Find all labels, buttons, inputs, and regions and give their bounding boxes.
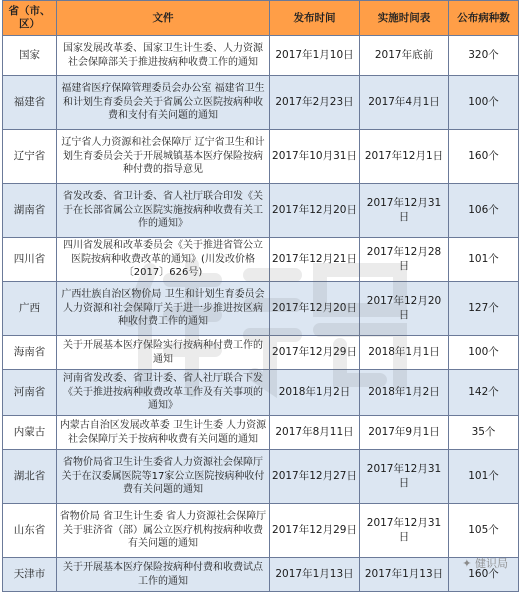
header-province: 省（市、区） [3,1,57,36]
header-disease-count: 公布病种数 [449,1,519,36]
cell-publish-date: 2017年12月29日 [270,336,360,370]
cell-publish-date: 2017年12月27日 [270,450,360,504]
cell-document: 省发改委、省卫计委、省人社厅联合印发《关于在长部省属公立医院实施按病种收费有关工作的通知》 [57,184,270,238]
cell-document: 广西壮族自治区物价局 卫生和计划生育委员会 人力资源和社会保障厅关于进一步推进按区病种收付费工作的通知 [57,282,270,336]
policy-table [2,0,519,592]
cell-implementation: 2017年12月20日 [360,282,449,336]
watermark-text: 健识局 [475,557,508,570]
cell-implementation: 2017年12月28日 [360,238,449,282]
cell-implementation: 2017年12月31日 [360,504,449,558]
cell-publish-date: 2017年12月20日 [270,184,360,238]
cell-document: 辽宁省人力资源和社会保障厅 辽宁省卫生和计划生育委员会关于开展城镇基本医疗保险按病种付费的指导意见 [57,130,270,184]
cell-disease-count: 106个 [449,184,519,238]
cell-implementation: 2018年1月1日 [360,336,449,370]
watermark-label [462,555,508,571]
cell-document: 关于开展基本医疗保险按病种付费和收费试点工作的通知 [57,558,270,592]
cell-publish-date: 2017年12月29日 [270,504,360,558]
cell-document: 内蒙古自治区发展改革委 卫生计生委 人力资源社会保障厅关于按病种收费有关问题的通知 [57,416,270,450]
cell-publish-date: 2017年8月11日 [270,416,360,450]
cell-implementation: 2017年12月31日 [360,450,449,504]
table-row [3,184,519,238]
cell-disease-count: 320个 [449,36,519,76]
cell-publish-date: 2017年12月21日 [270,238,360,282]
cell-disease-count: 105个 [449,504,519,558]
cell-publish-date: 2018年1月2日 [270,370,360,416]
cell-implementation: 2017年4月1日 [360,76,449,130]
cell-publish-date: 2017年2月23日 [270,76,360,130]
cell-document: 关于开展基本医疗保险实行按病种付费工作的通知 [57,336,270,370]
cell-province: 四川省 [3,238,57,282]
cell-document: 省物价局省卫生计生委省人力资源社会保障厅关于在汉委属医院等17家公立医院按病种收付费有关问题的通知 [57,450,270,504]
table-row [3,282,519,336]
cell-implementation: 2017年底前 [360,36,449,76]
cell-province: 福建省 [3,76,57,130]
cell-document: 省物价局 省卫生计生委 省人力资源社会保障厅关于驻济省（部）属公立医疗机构按病种收费有关问题的通知 [57,504,270,558]
cell-publish-date: 2017年10月31日 [270,130,360,184]
cell-disease-count: 35个 [449,416,519,450]
cell-province: 河南省 [3,370,57,416]
cell-implementation: 2017年1月13日 [360,558,449,592]
cell-implementation: 2017年12月31日 [360,184,449,238]
cell-province: 湖南省 [3,184,57,238]
cell-implementation: 2017年12月1日 [360,130,449,184]
cell-province: 海南省 [3,336,57,370]
header-document: 文件 [57,1,270,36]
table-row [3,238,519,282]
cell-disease-count: 101个 [449,450,519,504]
cell-publish-date: 2017年1月13日 [270,558,360,592]
cell-province: 内蒙古 [3,416,57,450]
cell-province: 湖北省 [3,450,57,504]
cell-province: 广西 [3,282,57,336]
cell-document: 国家发展改革委、国家卫生计生委、人力资源社会保障部关于推进按病种收费工作的通知 [57,36,270,76]
header-row [3,1,519,36]
cell-publish-date: 2017年1月10日 [270,36,360,76]
cell-province: 山东省 [3,504,57,558]
header-publish-date: 发布时间 [270,1,360,36]
cell-document: 河南省发改委、省卫计委、省人社厅联合下发《关于推进按病种收费改革工作及有关事项的通知》 [57,370,270,416]
cell-disease-count: 160个 [449,558,519,592]
cell-disease-count: 100个 [449,336,519,370]
cell-disease-count: 100个 [449,76,519,130]
watermark-bird-icon: ✦ [462,557,472,570]
table-row [3,416,519,450]
table-row [3,76,519,130]
cell-document: 四川省发展和改革委员会《关于推进省管公立医院按病种收费改革的通知》(川发改价格〔2017〕626号) [57,238,270,282]
cell-implementation: 2018年1月2日 [360,370,449,416]
cell-disease-count: 160个 [449,130,519,184]
table-row [3,504,519,558]
table-row [3,336,519,370]
cell-province: 辽宁省 [3,130,57,184]
cell-province: 国家 [3,36,57,76]
cell-implementation: 2017年9月1日 [360,416,449,450]
cell-disease-count: 127个 [449,282,519,336]
cell-publish-date: 2017年12月20日 [270,282,360,336]
table-row [3,370,519,416]
cell-document: 福建省医疗保障管理委员会办公室 福建省卫生和计划生育委员会关于省属公立医院按病种收费和支付有关问题的通知 [57,76,270,130]
table-row [3,558,519,592]
table-row [3,450,519,504]
table-row [3,130,519,184]
cell-disease-count: 142个 [449,370,519,416]
header-implementation: 实施时间表 [360,1,449,36]
cell-disease-count: 101个 [449,238,519,282]
cell-province: 天津市 [3,558,57,592]
table-row [3,36,519,76]
